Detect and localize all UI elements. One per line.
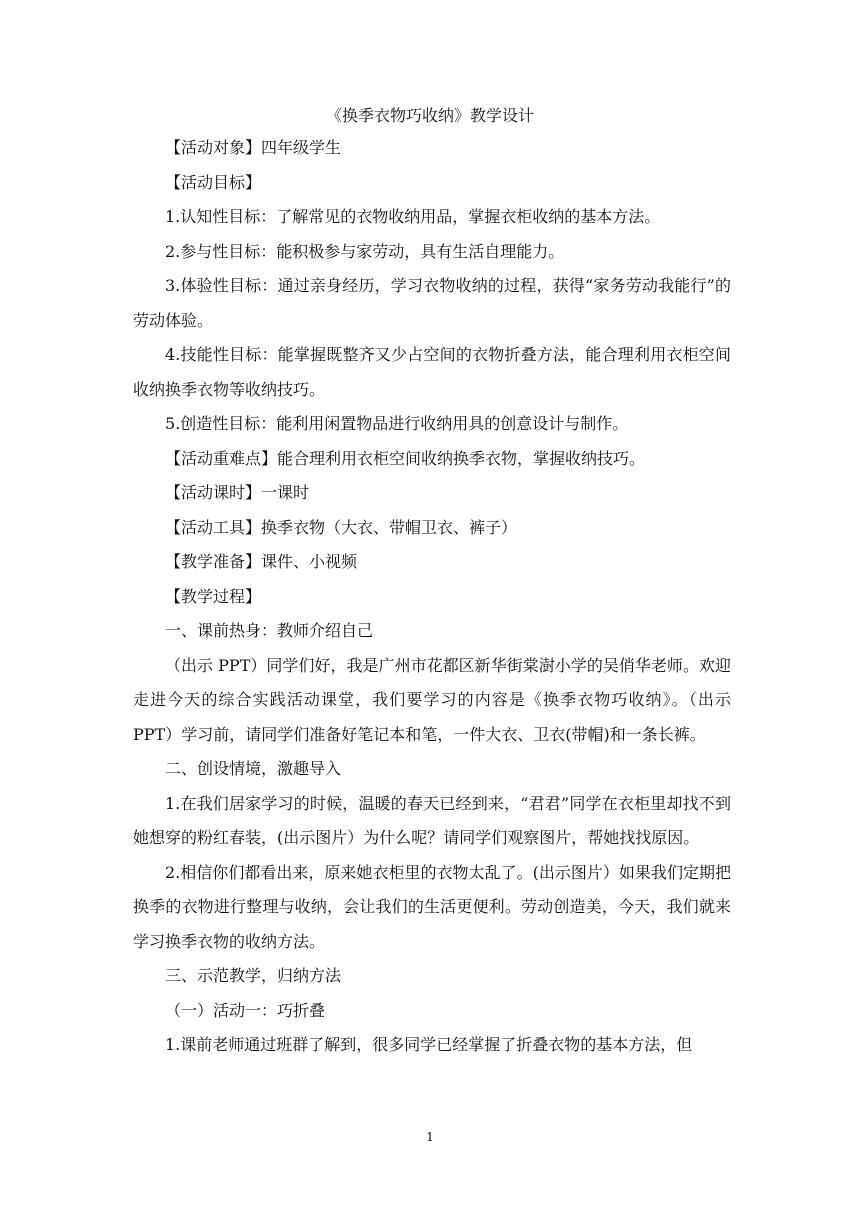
document-title: 《换季衣物巧收纳》教学设计 bbox=[325, 106, 534, 125]
paragraph-goal-cognitive: 1.认知性目标：了解常见的衣物收纳用品，掌握衣柜收纳的基本方法。 bbox=[165, 207, 661, 226]
paragraph-teaching-process-heading: 【教学过程】 bbox=[165, 586, 262, 606]
paragraph-teaching-prep: 【教学准备】课件、小视频 bbox=[165, 552, 358, 571]
paragraph-goal-skill: 4.技能性目标：能掌握既整齐又少占空间的衣物折叠方法，能合理利用衣柜空间收纳换季衣物等收纳技巧。 bbox=[133, 345, 731, 399]
subsection-heading-folding: （一）活动一：巧折叠 bbox=[165, 1000, 326, 1020]
paragraph-context-2: 2.相信你们都看出来，原来她衣柜里的衣物太乱了。(出示图片）如果我们定期把换季的衣物进行整理与收纳，会让我们的生活更便利。劳动创造美，今天，我们就来学习换季衣物的收纳方法。 bbox=[133, 862, 731, 951]
paragraph-goal-creative: 5.创造性目标：能利用闲置物品进行收纳用具的创意设计与制作。 bbox=[165, 414, 629, 433]
paragraph-goal-participation: 2.参与性目标：能积极参与家劳动，具有生活自理能力。 bbox=[165, 241, 565, 261]
page-number: 1 bbox=[426, 1130, 434, 1144]
section-heading-demo: 三、示范教学，归纳方法 bbox=[165, 966, 342, 985]
paragraph-activity-tools: 【活动工具】换季衣物（大衣、带帽卫衣、裤子） bbox=[165, 517, 518, 537]
paragraph-key-difficulties: 【活动重难点】能合理利用衣柜空间收纳换季衣物，掌握收纳技巧。 bbox=[165, 448, 646, 468]
paragraph-goal-experience: 3.体验性目标：通过亲身经历，学习衣物收纳的过程，获得“家务劳动我能行”的劳动体验。 bbox=[133, 276, 731, 330]
paragraph-activity-goals-heading: 【活动目标】 bbox=[165, 172, 262, 192]
paragraph-teacher-intro: （出示 PPT）同学们好，我是广州市花都区新华街棠澍小学的吴俏华老师。欢迎走进今天的综合实践活动课堂，我们要学习的内容是《换季衣物巧收纳》。（出示 PPT）学习前，请同学们准备好笔记本和笔，一件大衣、卫衣(带帽)和一条长裤。 bbox=[133, 655, 731, 744]
section-heading-warmup: 一、课前热身：教师介绍自己 bbox=[165, 621, 374, 640]
section-heading-context: 二、创设情境，激趣导入 bbox=[165, 759, 342, 778]
paragraph-context-1: 1.在我们居家学习的时候，温暖的春天已经到来，“君君”同学在衣柜里却找不到她想穿的粉红春装，(出示图片）为什么呢？请同学们观察图片，帮她找找原因。 bbox=[133, 793, 731, 847]
paragraph-folding-1: 1.课前老师通过班群了解到，很多同学已经掌握了折叠衣物的基本方法，但 bbox=[165, 1035, 693, 1054]
paragraph-class-hours: 【活动课时】一课时 bbox=[165, 483, 310, 502]
document-body bbox=[133, 131, 731, 1063]
paragraph-activity-target: 【活动对象】四年级学生 bbox=[165, 138, 342, 157]
